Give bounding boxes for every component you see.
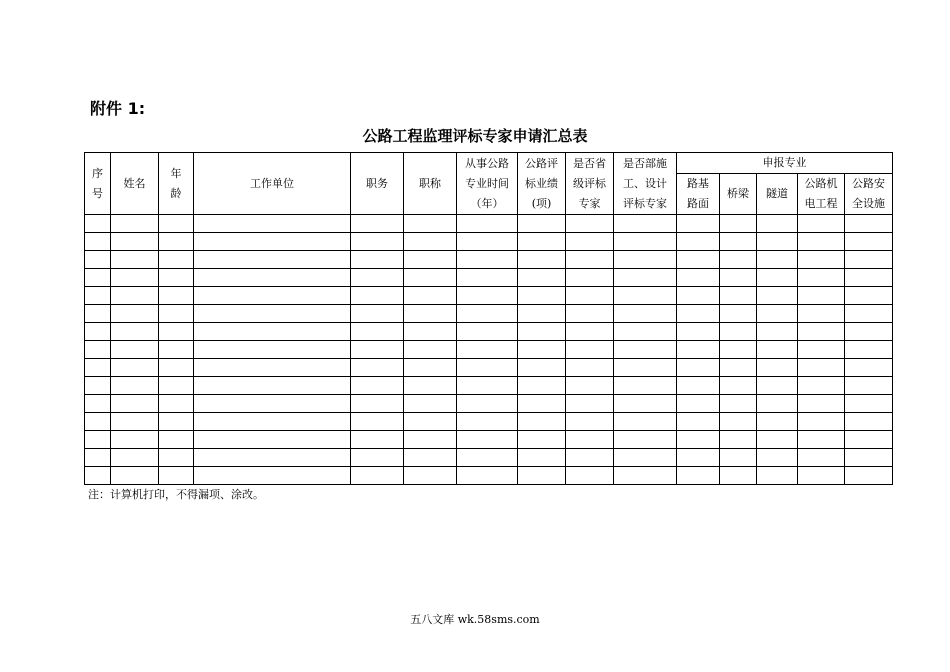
- table-cell: [677, 287, 720, 305]
- table-cell: [566, 251, 614, 269]
- table-cell: [111, 287, 159, 305]
- table-cell: [757, 449, 798, 467]
- header-record: 公路评 标业绩 (项): [518, 153, 566, 215]
- table-cell: [111, 467, 159, 485]
- table-cell: [457, 377, 518, 395]
- table-cell: [757, 287, 798, 305]
- table-cell: [798, 251, 845, 269]
- table-cell: [566, 269, 614, 287]
- table-cell: [566, 449, 614, 467]
- table-cell: [111, 377, 159, 395]
- table-cell: [85, 287, 111, 305]
- table-cell: [194, 215, 351, 233]
- table-cell: [404, 431, 457, 449]
- table-cell: [798, 449, 845, 467]
- table-cell: [845, 413, 893, 431]
- header-sub-tunnel: 隧道: [757, 174, 798, 215]
- table-cell: [111, 215, 159, 233]
- header-provincial: 是否省 级评标 专家: [566, 153, 614, 215]
- table-cell: [720, 431, 757, 449]
- table-cell: [194, 233, 351, 251]
- header-ministry: 是否部施 工、设计 评标专家: [614, 153, 677, 215]
- table-cell: [757, 233, 798, 251]
- table-cell: [194, 395, 351, 413]
- table-cell: [845, 323, 893, 341]
- table-cell: [457, 323, 518, 341]
- table-cell: [720, 251, 757, 269]
- header-sub-bridge: 桥梁: [720, 174, 757, 215]
- table-cell: [194, 377, 351, 395]
- table-cell: [351, 233, 404, 251]
- table-cell: [194, 341, 351, 359]
- summary-table: [84, 152, 893, 485]
- table-cell: [85, 251, 111, 269]
- table-cell: [677, 359, 720, 377]
- header-years: 从事公路 专业时间 （年）: [457, 153, 518, 215]
- table-cell: [404, 413, 457, 431]
- table-cell: [845, 287, 893, 305]
- table-cell: [566, 431, 614, 449]
- table-cell: [798, 377, 845, 395]
- table-cell: [845, 233, 893, 251]
- table-cell: [757, 341, 798, 359]
- table-cell: [518, 449, 566, 467]
- table-cell: [518, 413, 566, 431]
- table-cell: [566, 341, 614, 359]
- table-cell: [845, 305, 893, 323]
- header-seq: 序 号: [85, 153, 111, 215]
- table-cell: [85, 323, 111, 341]
- table-cell: [845, 215, 893, 233]
- table-cell: [85, 215, 111, 233]
- table-cell: [351, 305, 404, 323]
- table-row: [85, 233, 893, 251]
- table-cell: [518, 395, 566, 413]
- table-cell: [566, 467, 614, 485]
- table-cell: [457, 215, 518, 233]
- table-cell: [159, 449, 194, 467]
- table-cell: [404, 395, 457, 413]
- table-cell: [677, 377, 720, 395]
- table-cell: [404, 269, 457, 287]
- table-cell: [798, 467, 845, 485]
- header-rank: 职称: [404, 153, 457, 215]
- table-cell: [111, 395, 159, 413]
- table-cell: [677, 431, 720, 449]
- table-cell: [677, 323, 720, 341]
- table-cell: [159, 467, 194, 485]
- table-cell: [757, 359, 798, 377]
- table-row: [85, 359, 893, 377]
- table-cell: [677, 341, 720, 359]
- table-cell: [798, 233, 845, 251]
- table-cell: [404, 287, 457, 305]
- table-cell: [111, 431, 159, 449]
- table-row: [85, 323, 893, 341]
- table-cell: [845, 341, 893, 359]
- table-cell: [194, 269, 351, 287]
- table-cell: [85, 431, 111, 449]
- header-age: 年 龄: [159, 153, 194, 215]
- table-cell: [566, 287, 614, 305]
- table-cell: [677, 269, 720, 287]
- table-cell: [404, 359, 457, 377]
- table-cell: [677, 233, 720, 251]
- table-cell: [111, 341, 159, 359]
- table-cell: [518, 251, 566, 269]
- table-cell: [404, 251, 457, 269]
- table-cell: [159, 233, 194, 251]
- table-cell: [457, 269, 518, 287]
- table-cell: [720, 413, 757, 431]
- table-cell: [194, 305, 351, 323]
- table-cell: [404, 305, 457, 323]
- table-cell: [194, 323, 351, 341]
- form-title: 公路工程监理评标专家申请汇总表: [362, 127, 588, 145]
- table-cell: [720, 269, 757, 287]
- table-cell: [845, 449, 893, 467]
- table-cell: [351, 449, 404, 467]
- table-cell: [457, 467, 518, 485]
- table-cell: [720, 449, 757, 467]
- table-cell: [798, 359, 845, 377]
- table-cell: [614, 269, 677, 287]
- table-cell: [518, 215, 566, 233]
- table-cell: [159, 305, 194, 323]
- table-cell: [194, 287, 351, 305]
- note: 注：计算机打印，不得漏项、涂改。: [88, 488, 264, 501]
- table-cell: [614, 377, 677, 395]
- table-cell: [351, 467, 404, 485]
- table-cell: [614, 395, 677, 413]
- table-cell: [159, 251, 194, 269]
- table-cell: [351, 215, 404, 233]
- table-row: [85, 431, 893, 449]
- table-cell: [677, 215, 720, 233]
- table-cell: [351, 377, 404, 395]
- table-cell: [614, 431, 677, 449]
- table-cell: [111, 251, 159, 269]
- table-cell: [518, 377, 566, 395]
- table-row: [85, 251, 893, 269]
- table-cell: [720, 359, 757, 377]
- table-cell: [351, 395, 404, 413]
- table-cell: [159, 323, 194, 341]
- table-cell: [85, 395, 111, 413]
- table-cell: [845, 269, 893, 287]
- table-cell: [159, 377, 194, 395]
- table-cell: [404, 323, 457, 341]
- table-cell: [518, 323, 566, 341]
- table-cell: [518, 287, 566, 305]
- table-cell: [404, 233, 457, 251]
- table-cell: [566, 323, 614, 341]
- header-employer: 工作单位: [194, 153, 351, 215]
- table-cell: [614, 287, 677, 305]
- table-cell: [85, 269, 111, 287]
- table-cell: [798, 287, 845, 305]
- table-cell: [798, 431, 845, 449]
- table-cell: [194, 431, 351, 449]
- table-cell: [111, 359, 159, 377]
- table-cell: [798, 323, 845, 341]
- table-cell: [614, 251, 677, 269]
- header-sub-safety: 公路安 全设施: [845, 174, 893, 215]
- table-cell: [111, 305, 159, 323]
- table-cell: [677, 449, 720, 467]
- table-cell: [720, 377, 757, 395]
- table-cell: [194, 449, 351, 467]
- table-cell: [351, 413, 404, 431]
- table-cell: [194, 359, 351, 377]
- table-cell: [404, 377, 457, 395]
- table-cell: [85, 359, 111, 377]
- table-cell: [614, 233, 677, 251]
- table-cell: [457, 305, 518, 323]
- table-cell: [85, 341, 111, 359]
- table-cell: [614, 467, 677, 485]
- table-cell: [798, 341, 845, 359]
- table-cell: [677, 467, 720, 485]
- table-cell: [111, 323, 159, 341]
- header-sub-electromechanical: 公路机 电工程: [798, 174, 845, 215]
- header-name: 姓名: [111, 153, 159, 215]
- table-cell: [720, 467, 757, 485]
- table-cell: [457, 287, 518, 305]
- table-row: [85, 377, 893, 395]
- table-cell: [757, 395, 798, 413]
- table-row: [85, 215, 893, 233]
- table-cell: [845, 359, 893, 377]
- table-cell: [404, 467, 457, 485]
- table-row: [85, 341, 893, 359]
- table-cell: [757, 305, 798, 323]
- table-cell: [351, 359, 404, 377]
- table-cell: [404, 341, 457, 359]
- table-cell: [518, 359, 566, 377]
- table-row: [85, 395, 893, 413]
- table-cell: [351, 251, 404, 269]
- table-cell: [614, 305, 677, 323]
- table-cell: [457, 431, 518, 449]
- table-cell: [720, 305, 757, 323]
- table-cell: [566, 233, 614, 251]
- table-cell: [518, 341, 566, 359]
- table-cell: [518, 233, 566, 251]
- table-cell: [757, 215, 798, 233]
- header-sub-roadbed: 路基 路面: [677, 174, 720, 215]
- table-cell: [159, 395, 194, 413]
- table-cell: [614, 323, 677, 341]
- table-cell: [159, 413, 194, 431]
- table-cell: [720, 323, 757, 341]
- table-cell: [614, 215, 677, 233]
- table-cell: [677, 395, 720, 413]
- table-cell: [85, 449, 111, 467]
- table-row: [85, 287, 893, 305]
- table-cell: [757, 251, 798, 269]
- table-cell: [566, 359, 614, 377]
- table-cell: [845, 377, 893, 395]
- table-cell: [111, 233, 159, 251]
- table-cell: [518, 269, 566, 287]
- table-cell: [351, 269, 404, 287]
- table-cell: [614, 413, 677, 431]
- table-cell: [566, 395, 614, 413]
- table-cell: [457, 233, 518, 251]
- table-cell: [845, 467, 893, 485]
- table-cell: [457, 359, 518, 377]
- table-cell: [566, 215, 614, 233]
- footer-watermark: 五八文库 wk.58sms.com: [410, 613, 540, 626]
- table-cell: [845, 395, 893, 413]
- table-cell: [798, 305, 845, 323]
- table-cell: [720, 287, 757, 305]
- table-cell: [159, 341, 194, 359]
- table-cell: [351, 287, 404, 305]
- table-cell: [404, 215, 457, 233]
- table-cell: [159, 215, 194, 233]
- header-position: 职务: [351, 153, 404, 215]
- table-cell: [111, 449, 159, 467]
- table-cell: [566, 377, 614, 395]
- table-cell: [798, 215, 845, 233]
- header-specialty: 申报专业: [677, 153, 893, 174]
- table-cell: [757, 413, 798, 431]
- table-cell: [720, 341, 757, 359]
- table-row: [85, 269, 893, 287]
- table-cell: [457, 341, 518, 359]
- table-cell: [614, 341, 677, 359]
- table-cell: [757, 431, 798, 449]
- table-cell: [798, 413, 845, 431]
- table-cell: [518, 305, 566, 323]
- table-cell: [159, 431, 194, 449]
- table-cell: [757, 323, 798, 341]
- table-cell: [757, 377, 798, 395]
- table-cell: [159, 269, 194, 287]
- table-cell: [677, 413, 720, 431]
- table-cell: [351, 431, 404, 449]
- table-cell: [351, 323, 404, 341]
- table-cell: [518, 431, 566, 449]
- table-cell: [798, 269, 845, 287]
- table-cell: [518, 467, 566, 485]
- table-cell: [677, 251, 720, 269]
- table-cell: [720, 215, 757, 233]
- table-cell: [85, 413, 111, 431]
- table-cell: [720, 233, 757, 251]
- table-cell: [111, 413, 159, 431]
- table-row: [85, 305, 893, 323]
- table-cell: [798, 395, 845, 413]
- table-cell: [404, 449, 457, 467]
- table-cell: [457, 395, 518, 413]
- table-cell: [566, 413, 614, 431]
- table-cell: [614, 359, 677, 377]
- table-cell: [720, 395, 757, 413]
- table-cell: [85, 467, 111, 485]
- table-cell: [845, 431, 893, 449]
- table-cell: [194, 467, 351, 485]
- table-cell: [845, 251, 893, 269]
- table-cell: [457, 449, 518, 467]
- table-cell: [85, 305, 111, 323]
- table-row: [85, 449, 893, 467]
- table-cell: [677, 305, 720, 323]
- table-cell: [194, 413, 351, 431]
- table-cell: [159, 287, 194, 305]
- table-cell: [457, 251, 518, 269]
- table-cell: [457, 413, 518, 431]
- table-row: [85, 467, 893, 485]
- table-cell: [757, 269, 798, 287]
- table-cell: [566, 305, 614, 323]
- table-cell: [85, 377, 111, 395]
- table-cell: [194, 251, 351, 269]
- attachment-label: 附件 1:: [90, 99, 146, 118]
- table-cell: [111, 269, 159, 287]
- table-cell: [159, 359, 194, 377]
- table-row: [85, 413, 893, 431]
- table-cell: [757, 467, 798, 485]
- table-cell: [614, 449, 677, 467]
- table-cell: [351, 341, 404, 359]
- table-cell: [85, 233, 111, 251]
